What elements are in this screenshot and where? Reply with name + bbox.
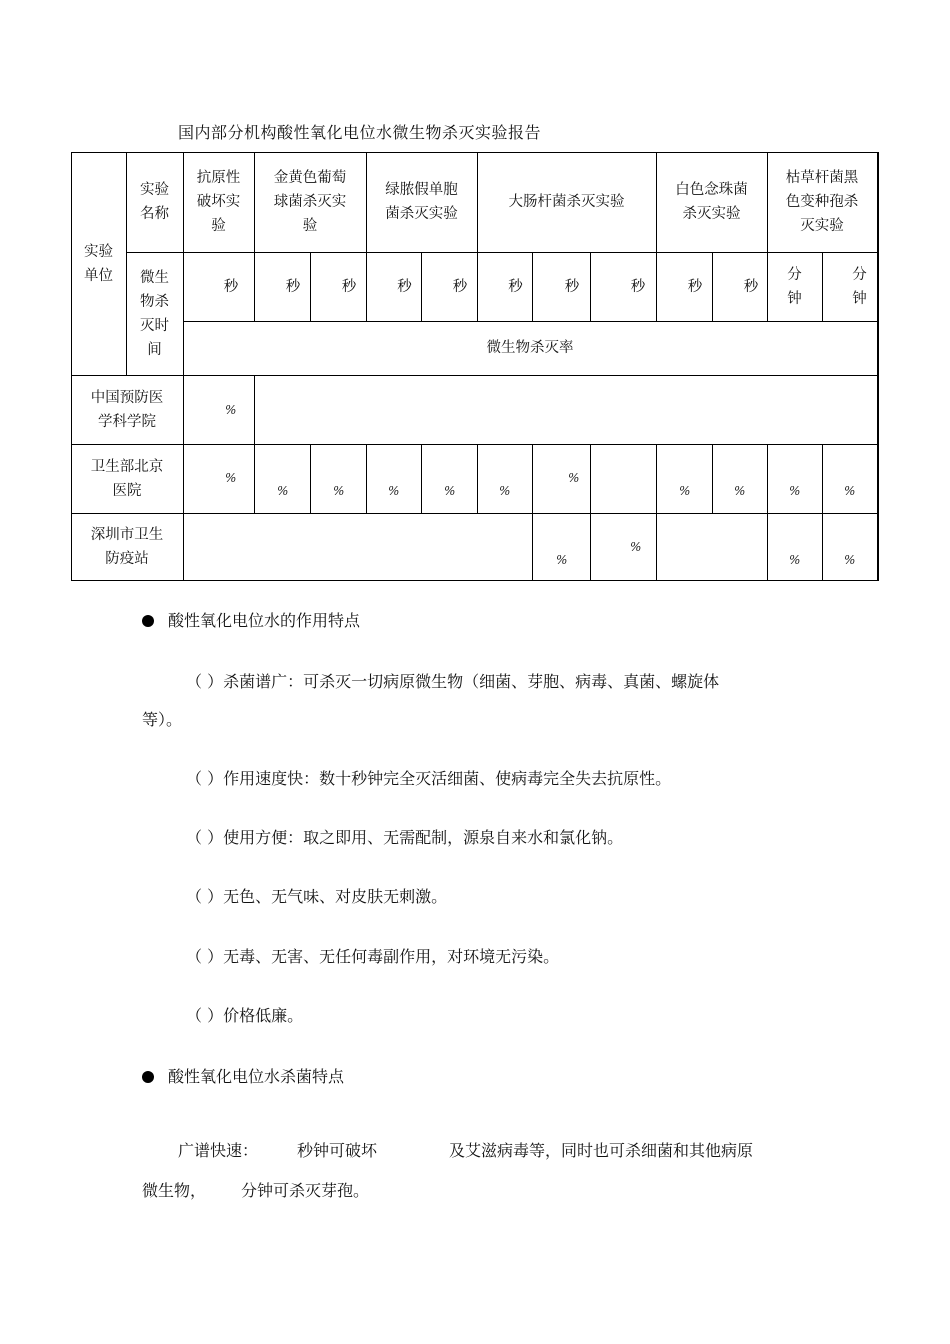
institution-cdc-china: 中国预防医 学科学院: [90, 389, 164, 430]
section2-line1-c: 及艾滋病毒等，同时也可杀细菌和其他病原: [449, 1141, 754, 1160]
section2-heading: 酸性氧化电位水杀菌特点: [142, 1064, 344, 1087]
percent-value: %: [556, 553, 568, 567]
time-unit-cell: 秒: [452, 278, 468, 295]
percent-value: %: [444, 484, 456, 498]
header-staphylococcus-test: 金黄色葡萄 球菌杀灭实 验: [273, 170, 347, 234]
percent-value: %: [844, 484, 856, 498]
time-unit-cell: 分 钟: [852, 266, 867, 307]
section1-item: （ ）无毒、无害、无任何毒副作用，对环境无污染。: [186, 947, 560, 966]
section1-item: （ ）使用方便：取之即用、无需配制，源泉自来水和氯化钠。: [186, 828, 624, 847]
time-unit-cell: 秒: [223, 278, 239, 295]
header-unit: 实验 单位: [84, 243, 113, 284]
percent-value: %: [568, 471, 580, 485]
section1-item: （ ）作用速度快：数十秒钟完全灭活细菌、使病毒完全失去抗原性。: [186, 769, 672, 788]
header-kill-rate: 微生物杀灭率: [486, 340, 574, 356]
header-antigen-test: 抗原性 破坏实 验: [196, 170, 241, 234]
section1-heading: 酸性氧化电位水的作用特点: [142, 608, 360, 631]
time-unit-cell: 秒: [687, 278, 703, 295]
section2-line2-b: 分钟可杀灭芽孢。: [241, 1181, 370, 1200]
percent-value: %: [630, 540, 642, 554]
time-unit-cell: 秒: [341, 278, 357, 295]
section2-line2-a: 微生物，: [142, 1181, 207, 1200]
time-unit-cell: 秒: [743, 278, 759, 295]
institution-shenzhen-station: 深圳市卫生 防疫站: [90, 526, 164, 567]
time-unit-cell: 秒: [508, 278, 523, 295]
percent-value: %: [225, 403, 237, 417]
percent-value: %: [333, 484, 345, 498]
percent-value: %: [789, 553, 801, 567]
section1-item: （ ）无色、无气味、对皮肤无刺激。: [186, 887, 448, 906]
header-experiment-name: 实验 名称: [140, 182, 169, 222]
percent-value: %: [225, 471, 237, 485]
section2-line1-b: 秒钟可破坏: [297, 1141, 378, 1160]
percent-value: %: [277, 484, 289, 498]
section1-item: （ ）价格低廉。: [186, 1006, 304, 1025]
percent-value: %: [734, 484, 746, 498]
bullet-icon: [142, 615, 154, 627]
header-kill-time: 微生 物杀 灭时 间: [140, 269, 169, 358]
percent-value: %: [844, 553, 856, 567]
bullet-icon: [142, 1071, 154, 1083]
section2-line1-a: 广谱快速：: [178, 1141, 259, 1160]
report-title: 国内部分机构酸性氧化电位水微生物杀灭实验报告: [178, 123, 542, 142]
percent-value: %: [388, 484, 400, 498]
percent-value: %: [679, 484, 691, 498]
section1-item-continued: 等）。: [142, 710, 183, 729]
institution-beijing-hospital: 卫生部北京 医院: [90, 458, 164, 499]
header-ecoli-test: 大肠杆菌杀灭实验: [508, 194, 625, 210]
time-unit-cell: 秒: [564, 278, 580, 295]
header-bacillus-spore-test: 枯草杆菌黑 色变种孢杀 灭实验: [785, 170, 859, 234]
header-pseudomonas-test: 绿脓假单胞 菌杀灭实验: [385, 182, 458, 222]
time-unit-cell: 秒: [630, 278, 646, 295]
percent-value: %: [789, 484, 801, 498]
percent-value: %: [499, 484, 511, 498]
section1-item: （ ）杀菌谱广：可杀灭一切病原微生物（细菌、芽胞、病毒、真菌、螺旋体: [186, 672, 720, 691]
time-unit-cell: 秒: [397, 278, 412, 295]
time-unit-cell: 分 钟: [787, 266, 802, 307]
time-unit-cell: 秒: [285, 278, 301, 295]
header-candida-test: 白色念珠菌 杀灭实验: [675, 182, 748, 222]
